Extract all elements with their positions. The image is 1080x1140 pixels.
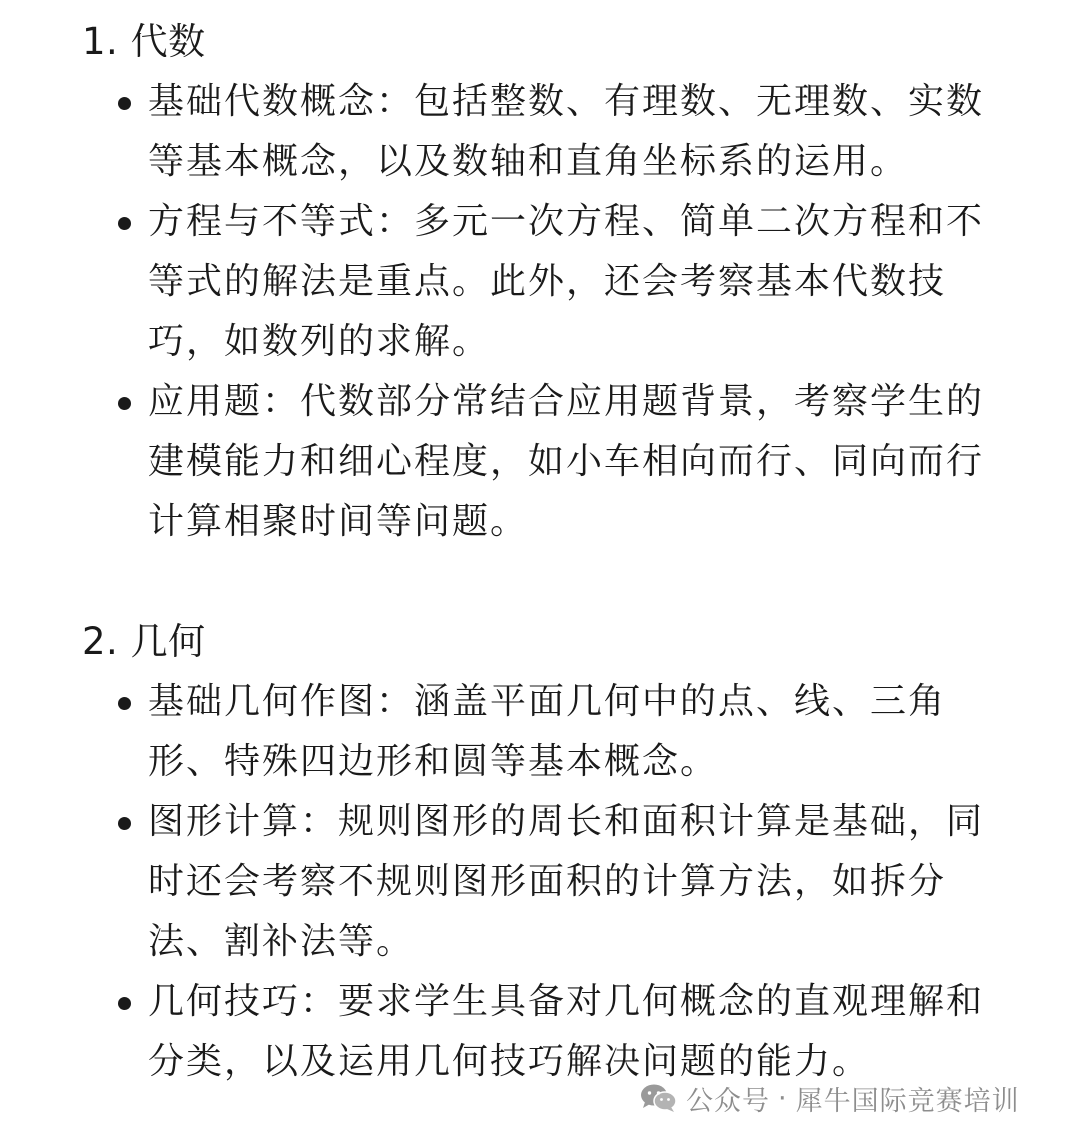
section-heading-algebra: 1. 代数 <box>82 20 206 63</box>
geometry-bullet-list <box>112 672 992 1092</box>
bullet-icon <box>118 697 131 710</box>
list-item-text: 应用题：代数部分常结合应用题背景，考察学生的建模能力和细心程度，如小车相向而行、同向而行计算相聚时间等问题。 <box>148 381 985 542</box>
watermark-label: 公众号 <box>686 1085 770 1117</box>
list-item <box>112 672 992 792</box>
list-item-text: 方程与不等式：多元一次方程、简单二次方程和不等式的解法是重点。此外，还会考察基本代数技巧，如数列的求解。 <box>148 201 985 362</box>
bullet-icon <box>118 397 131 410</box>
list-item <box>112 972 992 1092</box>
list-item-text: 基础几何作图：涵盖平面几何中的点、线、三角形、特殊四边形和圆等基本概念。 <box>148 681 947 782</box>
wechat-icon <box>640 1083 678 1113</box>
bullet-icon <box>118 97 131 110</box>
list-item <box>112 372 992 552</box>
list-item <box>112 72 992 192</box>
list-item-text: 几何技巧：要求学生具备对几何概念的直观理解和分类，以及运用几何技巧解决问题的能力。 <box>148 981 985 1082</box>
bullet-icon <box>118 817 131 830</box>
wechat-watermark <box>640 1078 1020 1118</box>
list-item <box>112 792 992 972</box>
algebra-bullet-list <box>112 72 992 552</box>
watermark-account: 犀牛国际竞赛培训 <box>795 1085 1020 1117</box>
section-heading-geometry: 2. 几何 <box>82 620 206 663</box>
list-item-text: 图形计算：规则图形的周长和面积计算是基础，同时还会考察不规则图形面积的计算方法，如拆分法、割补法等。 <box>148 801 985 962</box>
watermark-separator: · <box>778 1082 788 1114</box>
list-item <box>112 192 992 372</box>
list-item-text: 基础代数概念：包括整数、有理数、无理数、实数等基本概念，以及数轴和直角坐标系的运用。 <box>148 81 985 182</box>
bullet-icon <box>118 217 131 230</box>
bullet-icon <box>118 997 131 1010</box>
